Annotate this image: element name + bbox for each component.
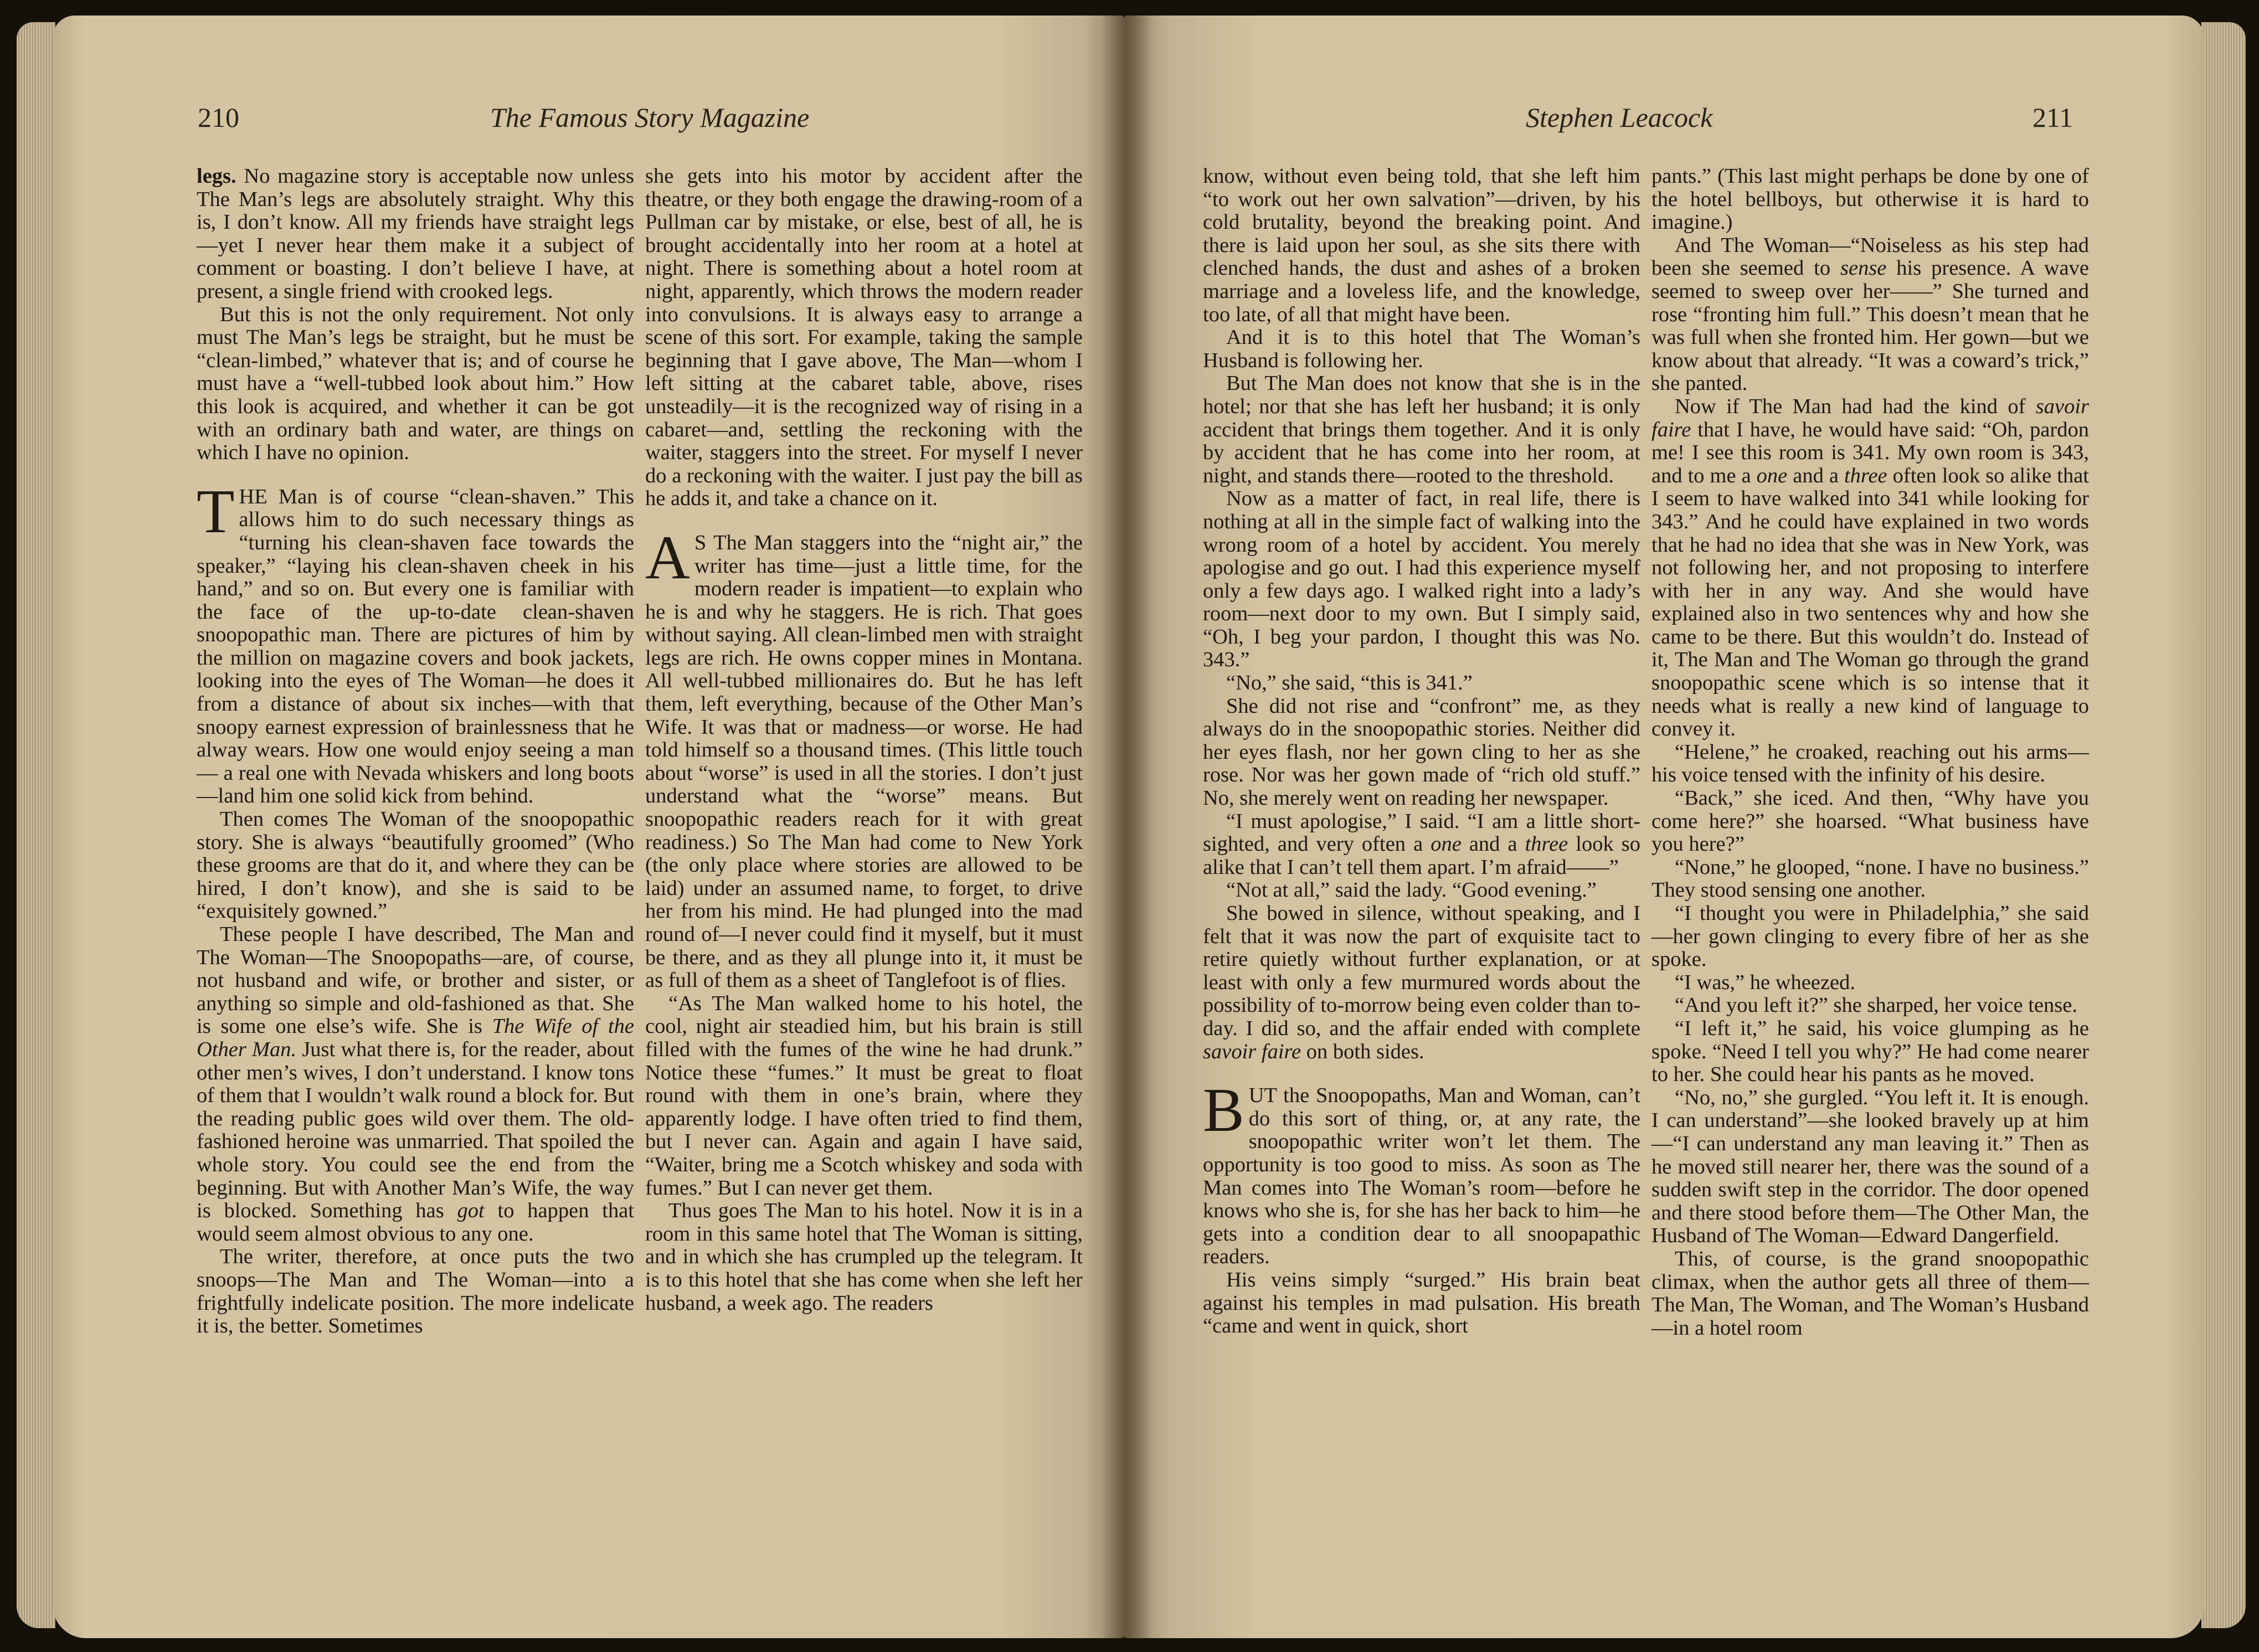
paragraph: “Helene,” he croaked, reaching out his arms—his voice tensed with the infinity of his desire.: [1651, 740, 2089, 787]
paragraph: AS The Man staggers into the “night air,” the writer has time—just a little time, for the modern reader is impatient—to explain who he is and why he staggers. He is rich. That goes without saying. All clean-limbed men with straight legs are rich. He owns copper mines in Montana. All well-tubbed millionaires do. But he has left them, left everything, because of the Other Man’s Wife. It was that or madness—or worse. He had told himself so a thousand times. (This little touch about “worse” is used in all the stories. I don’t just understand what the “worse” means. But snoopopathic readers reach for it with great readiness.) So The Man had come to New York (the only place where stories are allowed to be laid) under an assumed name, to forget, to drive her from his mind. He had plunged into the mad round of—I never could find it myself, but it must be there, and as they all plunge into it, it must be as full of them as a sheet of Tanglefoot is of flies.: [645, 523, 1083, 992]
left-page-number: 210: [198, 102, 239, 133]
paragraph: “No, no,” she gurgled. “You left it. It is enough. I can understand”—she looked bravely up at him—“I can understand any man leaving it.” Then as he moved still nearer her, there was the sound of a sudden swift step in the corridor. The door opened and there stood before them—The Other Man, the Husband of The Woman—Edward Dangerfield.: [1651, 1085, 2089, 1248]
paragraph: And it is to this hotel that The Woman’s Husband is following her.: [1203, 326, 1640, 372]
paragraph: “None,” he glooped, “none. I have no business.” They stood sensing one another.: [1651, 855, 2089, 902]
paragraph: Now as a matter of fact, in real life, there is nothing at all in the simple fact of walking into the wrong room of a hotel by accident. You merely apologise and go out. I had this experience myself only a few days ago. I walked right into a lady’s room—next door to my own. But I simply said, “Oh, I beg your pardon, I thought this was No. 343.”: [1203, 487, 1640, 672]
paragraph: “I must apologise,” I said. “I am a little short-sighted, and very often a one and a three look so alike that I can’t tell them apart. I’m afraid——”: [1203, 809, 1640, 879]
paragraph: She did not rise and “confront” me, as they always do in the snoopopathic stories. Neither did her eyes flash, nor her gown cling to her as she rose. Nor was her gown made of “rich old stuff.” No, she merely went on reading her newspaper.: [1203, 694, 1640, 810]
paragraph: BUT the Snoopopaths, Man and Woman, can’t do this sort of thing, or, at any rate, the snoopopathic writer won’t let them. The opportunity is too good to miss. As soon as The Man comes into The Woman’s room—before he knows who she is, for she has her back to him—he gets into a condition dear to all snoopapathic readers.: [1203, 1076, 1640, 1269]
paragraph: She bowed in silence, without speaking, and I felt that it was now the part of exquisite tact to retire quietly without further explanation, or at least with only a few murmured words about the possibility of to-morrow being even colder than to-day. I did so, and the affair ended with complete savoir faire on both sides.: [1203, 902, 1640, 1063]
left-page: [53, 16, 1124, 1638]
paragraph: THE Man is of course “clean-shaven.” This allows him to do such necessary things as “turning his clean-shaven face towards the speaker,” “laying his clean-shaven cheek in his hand,” and so on. But every one is familiar with the face of the up-to-date clean-shaven snoopopathic man. There are pictures of him by the million on magazine covers and book jackets, looking into the eyes of The Woman—he does it from a distance of about six inches—with that snoopy earnest expression of brainlessness that he alway wears. How one would enjoy seeing a man — a real one with Nevada whiskers and long boots—land him one solid kick from behind.: [197, 477, 634, 808]
paragraph: His veins simply “surged.” His brain beat against his temples in mad pulsation. His breath “came and went in quick, short: [1203, 1268, 1640, 1338]
paragraph: know, without even being told, that she left him “to work out her own salvation”—driven, by his cold brutality, beyond the breaking point. And there is laid upon her soul, as she sits there with clenched hands, the dust and ashes of a broken marriage and a loveless life, and the knowledge, too late, of all that might have been.: [1203, 164, 1640, 326]
right-page-edges: [2201, 22, 2246, 1628]
paragraph: pants.” (This last might perhaps be done by one of the hotel bellboys, but otherwise it is hard to imagine.): [1651, 164, 2089, 234]
paragraph: But The Man does not know that she is in the hotel; nor that she has left her husband; it is only accident that brings them together. And it is only by accident that he has come into her room, at night, and stands there—rooted to the threshold.: [1203, 372, 1640, 487]
paragraph: These people I have described, The Man and The Woman—The Snoopopaths—are, of course, not husband and wife, or brother and sister, or anything so simple and old-fashioned as that. She is some one else’s wife. She is The Wife of the Other Man. Just what there is, for the reader, about other men’s wives, I don’t understand. I know tons of them that I wouldn’t walk round a block for. But the reading public goes wild over them. The old-fashioned heroine was unmarried. That spoiled the whole story. You could see the end from the beginning. But with Another Man’s Wife, the way is blocked. Something has got to happen that would seem almost obvious to any one.: [197, 923, 635, 1246]
paragraph: “And you left it?” she sharped, her voice tense.: [1675, 994, 2077, 1017]
paragraph: “I was,” he wheezed.: [1675, 970, 1855, 994]
left-page-column-2: [645, 165, 1083, 1315]
left-running-head: The Famous Story Magazine: [490, 102, 810, 133]
paragraph: Thus goes The Man to his hotel. Now it is in a room in this same hotel that The Woman is sitting, and in which she has crumpled up the telegram. It is to this hotel that she has come when she left her husband, a week ago. The readers: [645, 1199, 1083, 1315]
paragraph: Now if The Man had had the kind of savoir faire that I have, he would have said: “Oh, pardon me! I see this room is 341. My own room is 343, and to me a one and a three often look so alike that I seem to have walked into 341 while looking for 343.” And he could have explained in two words that he had no idea that she was in New York, was not following her, and not proposing to interfere with her in any way. And she would have explained also in two sentences why and how she came to be there. But this wouldn’t do. Instead of it, The Man and The Woman go through the grand snoopopathic scene which is so intense that it needs what is really a new kind of language to convey it.: [1651, 394, 2089, 741]
paragraph: “Back,” she iced. And then, “Why have you come here?” she hoarsed. “What business have you here?”: [1651, 786, 2089, 856]
paragraph: This, of course, is the grand snoopopathic climax, when the author gets all three of them—The Man, The Woman, and The Woman’s Husband—in a hotel room: [1651, 1247, 2089, 1340]
right-page-column-2: [1651, 165, 2089, 1340]
left-page-edges: [17, 22, 55, 1628]
paragraph: legs. No magazine story is acceptable now unless The Man’s legs are absolutely straight. Why this is, I don’t know. All my friends have straight legs—yet I never hear them make it a subject of comment or boasting. I don’t believe I have, at present, a single friend with crooked legs.: [197, 164, 634, 303]
paragraph: she gets into his motor by accident after the theatre, or they both engage the drawing-room of a Pullman car by mistake, or else, best of all, he is brought accidentally into her room at a hotel at night. There is something about a hotel room at night, apparently, which throws the modern reader into convulsions. It is always easy to arrange a scene of this sort. For example, taking the sample beginning that I gave above, The Man—whom I left sitting at the cabaret table, above, rises unsteadily—it is the recognized way of rising in a cabaret—and, settling the reckoning with the waiter, staggers into the street. For myself I never do a reckoning with the waiter. I just pay the bill as he adds it, and take a chance on it.: [645, 164, 1083, 511]
paragraph: “I thought you were in Philadelphia,” she said—her gown clinging to every fibre of her as she spoke.: [1651, 902, 2089, 971]
paragraph: But this is not the only requirement. Not only must The Man’s legs be straight, but he must be “clean-limbed,” whatever that is; and of course he must have a “well-tubbed look about him.” How this look is acquired, and whether it can be got with an ordinary bath and water, are things on which I have no opinion.: [197, 302, 634, 465]
right-running-head: Stephen Leacock: [1526, 102, 1713, 133]
paragraph: And The Woman—“Noiseless as his step had been she seemed to sense his presence. A wave seemed to sweep over her——” She turned and rose “fronting him full.” This doesn’t mean that he was full when she fronted him. Her gown—but we know about that already. “It was a coward’s trick,” she panted.: [1651, 233, 2090, 395]
paragraph: The writer, therefore, at once puts the two snoops—The Man and The Woman—into a frightfully indelicate position. The more indelicate it is, the better. Sometimes: [197, 1245, 634, 1338]
paragraph: Then comes The Woman of the snoopopathic story. She is always “beautifully groomed” (Who these grooms are that do it, and where they can be hired, I don’t know), and she is said to be “exquisitely gowned.”: [197, 807, 634, 923]
book-gutter: [1102, 16, 1152, 1638]
paragraph: “No,” she said, “this is 341.”: [1226, 671, 1473, 695]
paragraph: “As The Man walked home to his hotel, the cool, night air steadied him, but his brain is still filled with the fumes of the wine he had drunk.” Notice these “fumes.” It must be great to float round with them in one’s brain, where they apparently lodge. I have often tried to find them, but I never can. Again and again I have said, “Waiter, bring me a Scotch whiskey and soda with fumes.” But I can never get them.: [645, 991, 1083, 1200]
paragraph: “Not at all,” said the lady. “Good evening.”: [1226, 878, 1597, 902]
right-page-column-1: [1203, 165, 1640, 1338]
left-page-column-1: [197, 165, 634, 1338]
right-page-number: 211: [2032, 102, 2073, 133]
paragraph: “I left it,” he said, his voice glumping as he spoke. “Need I tell you why?” He had come nearer to her. She could hear his pants as he moved.: [1651, 1016, 2089, 1087]
right-page: [1124, 16, 2204, 1638]
